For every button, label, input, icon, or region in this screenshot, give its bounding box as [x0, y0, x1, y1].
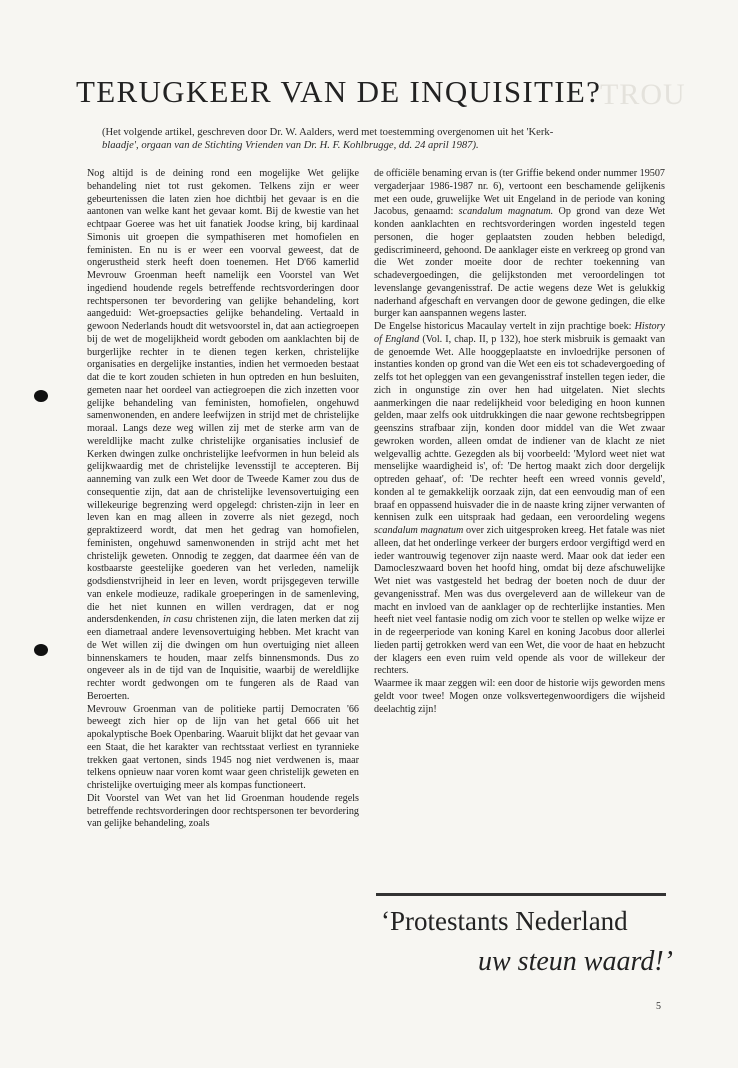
page-number: 5	[656, 1001, 661, 1012]
italic-phrase: scandalum magnatum.	[458, 206, 554, 218]
bleed-through-text: TROU	[600, 78, 686, 111]
slogan-line-1: ‘Protestants Nederland	[381, 906, 628, 936]
paragraph-text: De Engelse historicus Macaulay vertelt in zijn prachtige boek:	[374, 321, 632, 332]
paragraph	[87, 168, 359, 704]
left-column	[87, 168, 359, 831]
paragraph: Mevrouw Groenman van de politieke partij Democraten '66 beweegt zich hier op de lijn van het getal 666 uit het apokalyptische Boek Openbaring. Waaruit blijkt dat het gevaar van een Staat, die het karakter van rechtsstaat verliest en tyrannieke trekken gaat vertonen, sinds 1945 nog niet verdwenen is, maar telkens opnieuw naar voren komt waar geen christelijk geweten en christelijke overtuiging meer als kompas functioneert.	[87, 703, 360, 791]
slogan-line-2: uw steun waard!’	[478, 946, 673, 977]
intro-text: (Het volgende artikel, geschreven door Dr. W. Aalders, werd met toestemming overgenomen uit het 'Kerk-	[102, 127, 554, 138]
italic-phrase: scandalum magnatum	[374, 525, 464, 536]
divider	[376, 893, 666, 896]
paragraph: Waarmee ik maar zeggen wil: een door de historie wijs geworden mens geldt voor twee! Mogen onze volksvertegenwoordigers die wijsheid deelachtig zijn!	[374, 678, 665, 715]
paragraph	[374, 321, 665, 678]
italic-phrase: in casu	[163, 614, 193, 626]
article-intro	[102, 126, 682, 152]
paragraph-text: Nog altijd is de deining rond een mogelijke Wet gelijke behandeling niet tot rust gekomen. Telkens zijn er weer gebeurtenissen die laten zien hoe dichtbij het gevaar is en die aantonen van welke kant het gevaar komt. Bij de kwestie van het echtpaar Goeree was het uit fanatiek Joodse kring, bij kardinaal Simonis uit groepen die sympathiseren met homofielen en feministen. En nu is er weer een voorval geweest, dat de ongerustheid sterk heeft doen toenemen. Het D'66 kamerlid Mevrouw Groenman heeft namelijk een Voorstel van Wet ingediend houdende regels betreffende rechtsvorderingen door rechtspersonen ter bevordering van gelijke behandeling, kort aangeduid: Wet-groepsacties gelijke behandeling. Vertaald in gewoon Nederlands houdt dit wetsvoorstel in, dat aan actiegroepen bij de wet de mogelijkheid wordt geboden om aanklachten bij de burgerlijke rechter in te dienen tegen kerken, christelijke organisaties en dergelijke instanties, indien het vermoeden bestaat dat die te kort zouden schieten in hun optreden en hun besluiten, gemeten naar het oordeel van actiegroepen die zich inzetten voor gelijke behandeling van feministen, homofielen, ongehuwd samenwonenden, en andere leefwijzen in strijd met de christelijke moraal. Langs deze weg willen zij met de sterke arm van de wereldlijke macht zulke christelijke organisaties inclusief de Kerken dwingen zulke onchristelijke leefvormen in hun beleid als gelijkwaardig met de christelijke levensstijl te accepteren. Bij aanneming van zulk een Wet door de Tweede Kamer zou dus de consequentie zijn, dat aan de christelijke levensovertuiging een willekeurige begrenzing werd opgelegd: christen-zijn in leer en leven kan en mag alleen in zoverre als niet gezegd, noch gepraktizeerd wordt, dat men het gedrag van homofielen, feministen, ongehuwd samenwonenden in strijd acht met het christelijk geweten. Onnodig te zeggen, dat daarmee één van de kostbaarste geestelijke goederen van het verleden, namelijk godsdienstvrijheid in leer en leven, wordt prijsgegeven terwille van enkele modieuze, radikale groeperingen in de samenleving, die het niet kunnen en willen verdragen, dat er nog andersdenkenden,	[87, 168, 359, 626]
punch-hole-mark	[34, 644, 48, 656]
paragraph-text: over zich uitgesproken kreeg. Het fatale was niet alleen, dat het onderlinge verkeer der burgers erdoor vergiftigd werd en ieder wantrouwig tegenover zijn naaste werd. Maar ook dat ieder een Damocleszwaard boven het hoofd hing, omdat bij deze afschuwelijke Wet niet was vastgesteld het bedrag der boeten noch de duur der gevangenisstraf. Men was dus overgeleverd aan de willekeur van de macht en invloed van de aanklager op de rechterlijke instanties. Men heeft niet veel fantasie nodig om zich voor te stellen op welke wijze er in de regeerperiode van koning Karel en koning Jacobus door allerlei lieden partij getrokken werd van een Wet, die voor de haat en hebzucht der klagers een even ruim veld opende als voor de willekeur der rechters.	[374, 525, 665, 677]
paragraph-text: (Vol. I, chap. II, p 132), hoe sterk misbruik is gemaakt van de genoemde Wet. Alle hooggeplaatste en invloedrijke personen of instanties konden op grond van die Wet een eis tot schadevergoeding of zelfs tot het opleggen van een gevangenisstraf instellen tegen ieder, die zich in ongunstige zin over hen had uitgelaten. Niet slechts aanmerkingen die naar redelijkheid voor belediging en hoon kunnen gelden, maar zelfs ook uitdrukkingen die naar gewone rechtsbegrippen geenszins strafbaar zijn, konden door middel van die Wet zwaar gewroken worden, alleen omdat de indiener van de klacht ze niet welgevallig achtte. Gezegden als bij voorbeeld: 'Mylord weet niet wat menselijke waardigheid is', of: 'De hertog maakt zich door dergelijk optreden gehaat', of: 'De rechter heeft een wreed vonnis geveld', konden al te gemakkelijk oorzaak zijn, dat een eenvoudig man of een braaf en oppassend huisvader die in de naaste kring zijner verwanten of kennisen zulk een uitspraak had gedaan, een veroordeling wegens	[374, 333, 666, 524]
paragraph: Dit Voorstel van Wet van het lid Groenman houdende regels betreffende rechtsvorderingen door rechtspersonen ter bevordering van gelijke behandeling, zoals	[87, 792, 359, 830]
paragraph-text: de officiële benaming ervan is (ter Griffie bekend onder nummer 19507 vergaderjaar 1986-1987 nr. 6), vertoont een beschamende gelijkenis met een oude, gruwelijke Wet uit Engeland in de periode van koning Jacobus, genaamd:	[374, 168, 665, 218]
intro-source: blaadje', orgaan van de Stichting Vrienden van Dr. H. F. Kohlbrugge, dd. 24 april 1987).	[102, 140, 479, 152]
article-title: TERUGKEER VAN DE INQUISITIE?	[76, 74, 602, 109]
book-title: History of England	[374, 321, 665, 345]
paragraph-text: christenen zijn, die laten merken dat zij een diametraal andere levensovertuiging hebben. Met kracht van de Wet willen zij die dwingen om hun overtuiging niet alleen binnenskamers te houden, maar zelfs binnensmonds. Dus zo ongeveer als in de tijd van de Inquisitie, waarbij de wereldlijke rechter wordt gedwongen om te fungeren als de Raad van Beroerten.	[87, 614, 360, 702]
paragraph-text: Op grond van deze Wet konden aanklachten en rechtsvorderingen worden ingesteld tegen personen, die hoger geplaatsten zouden hebben beledigd, gediscrimineerd, gehoond. De aanklager eiste en verkreeg op grond van die Wet zonder moeite door de rechter toekenning van schadevergoedingen, die gelijkstonden met veroordelingen tot levenslange gevangenisstraf. De actie wegens deze Wet is gelukkig naderhand afgeschaft en vervangen door de gewone gedingen, die elke burger kan aanspannen wegens laster.	[374, 206, 666, 320]
punch-hole-mark	[34, 390, 48, 402]
paragraph	[374, 168, 665, 321]
right-column	[374, 168, 665, 716]
